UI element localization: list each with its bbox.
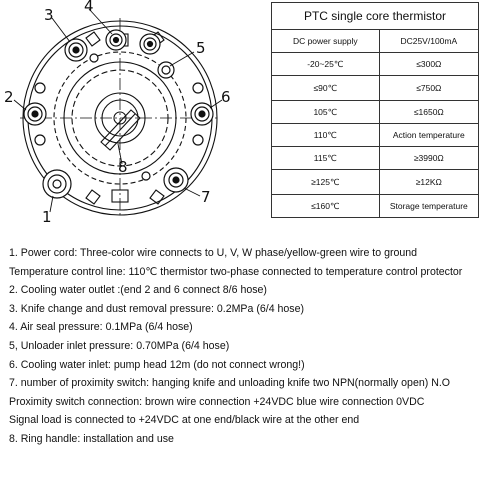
ptc-thermistor-table <box>271 2 479 218</box>
fitting-2 <box>24 103 46 125</box>
callout-7: 7 <box>201 188 211 206</box>
note-line: 2. Cooling water outlet :(end 2 and 6 connect 8/6 hose) <box>9 284 267 297</box>
fitting-6 <box>191 103 213 125</box>
fitting-4 <box>106 30 126 50</box>
fitting-3 <box>65 39 87 61</box>
table-cell: Action temperature <box>379 124 478 147</box>
spindle-top-view-drawing <box>0 0 270 238</box>
notes-section <box>9 244 485 449</box>
table-cell: ≤300Ω <box>379 53 478 76</box>
table-cell: ≤160℃ <box>272 195 380 218</box>
callout-2: 2 <box>4 88 14 106</box>
callout-3: 3 <box>44 6 54 24</box>
fitting-5 <box>158 62 174 78</box>
note-line: 4. Air seal pressure: 0.1MPa (6/4 hose) <box>9 321 193 334</box>
note-line: 5, Unloader inlet pressure: 0.70MPa (6/4 hose) <box>9 339 230 352</box>
table-cell: 105℃ <box>272 101 380 124</box>
power-cord-connector <box>43 170 71 198</box>
note-line: 3. Knife change and dust removal pressure: 0.2MPa (6/4 hose) <box>9 302 305 315</box>
note-line: Signal load is connected to +24VDC at one end/black wire at the other end <box>9 414 360 427</box>
note-line: 7. number of proximity switch: hanging knife and unloading knife two NPN(normally open) N.O <box>9 377 451 390</box>
callout-5: 5 <box>196 39 206 57</box>
table-cell: Storage temperature <box>379 195 478 218</box>
note-line: 1. Power cord: Three-color wire connects to U, V, W phase/yellow-green wire to ground <box>9 247 418 259</box>
note-line: 8. Ring handle: installation and use <box>9 432 174 445</box>
note-line: Temperature control line: 110℃ thermistor two-phase connected to temperature control protector <box>9 265 463 278</box>
table-cell: -20~25℃ <box>272 53 380 76</box>
note-line: Proximity switch connection: brown wire connection +24VDC blue wire connection 0VDC <box>9 395 425 408</box>
table-header-cell: DC25V/100mA <box>379 30 478 53</box>
table-title: PTC single core thermistor <box>272 3 479 30</box>
table-cell: ≤1650Ω <box>379 101 478 124</box>
callout-1: 1 <box>42 208 52 226</box>
table-cell: ≥3990Ω <box>379 147 478 170</box>
callout-6: 6 <box>221 88 231 106</box>
table-cell: ≥12KΩ <box>379 170 478 195</box>
table-cell: 115℃ <box>272 147 380 170</box>
note-line: 6. Cooling water inlet: pump head 12m (do not connect wrong!) <box>9 358 305 371</box>
table-cell: 110℃ <box>272 124 380 147</box>
table-header-cell: DC power supply <box>272 30 380 53</box>
fitting-4b <box>140 34 160 54</box>
table-cell: ≤750Ω <box>379 76 478 101</box>
table-cell: ≥125℃ <box>272 170 380 195</box>
callout-4: 4 <box>84 0 94 15</box>
table-cell: ≤90℃ <box>272 76 380 101</box>
callout-8: 8 <box>118 158 128 176</box>
